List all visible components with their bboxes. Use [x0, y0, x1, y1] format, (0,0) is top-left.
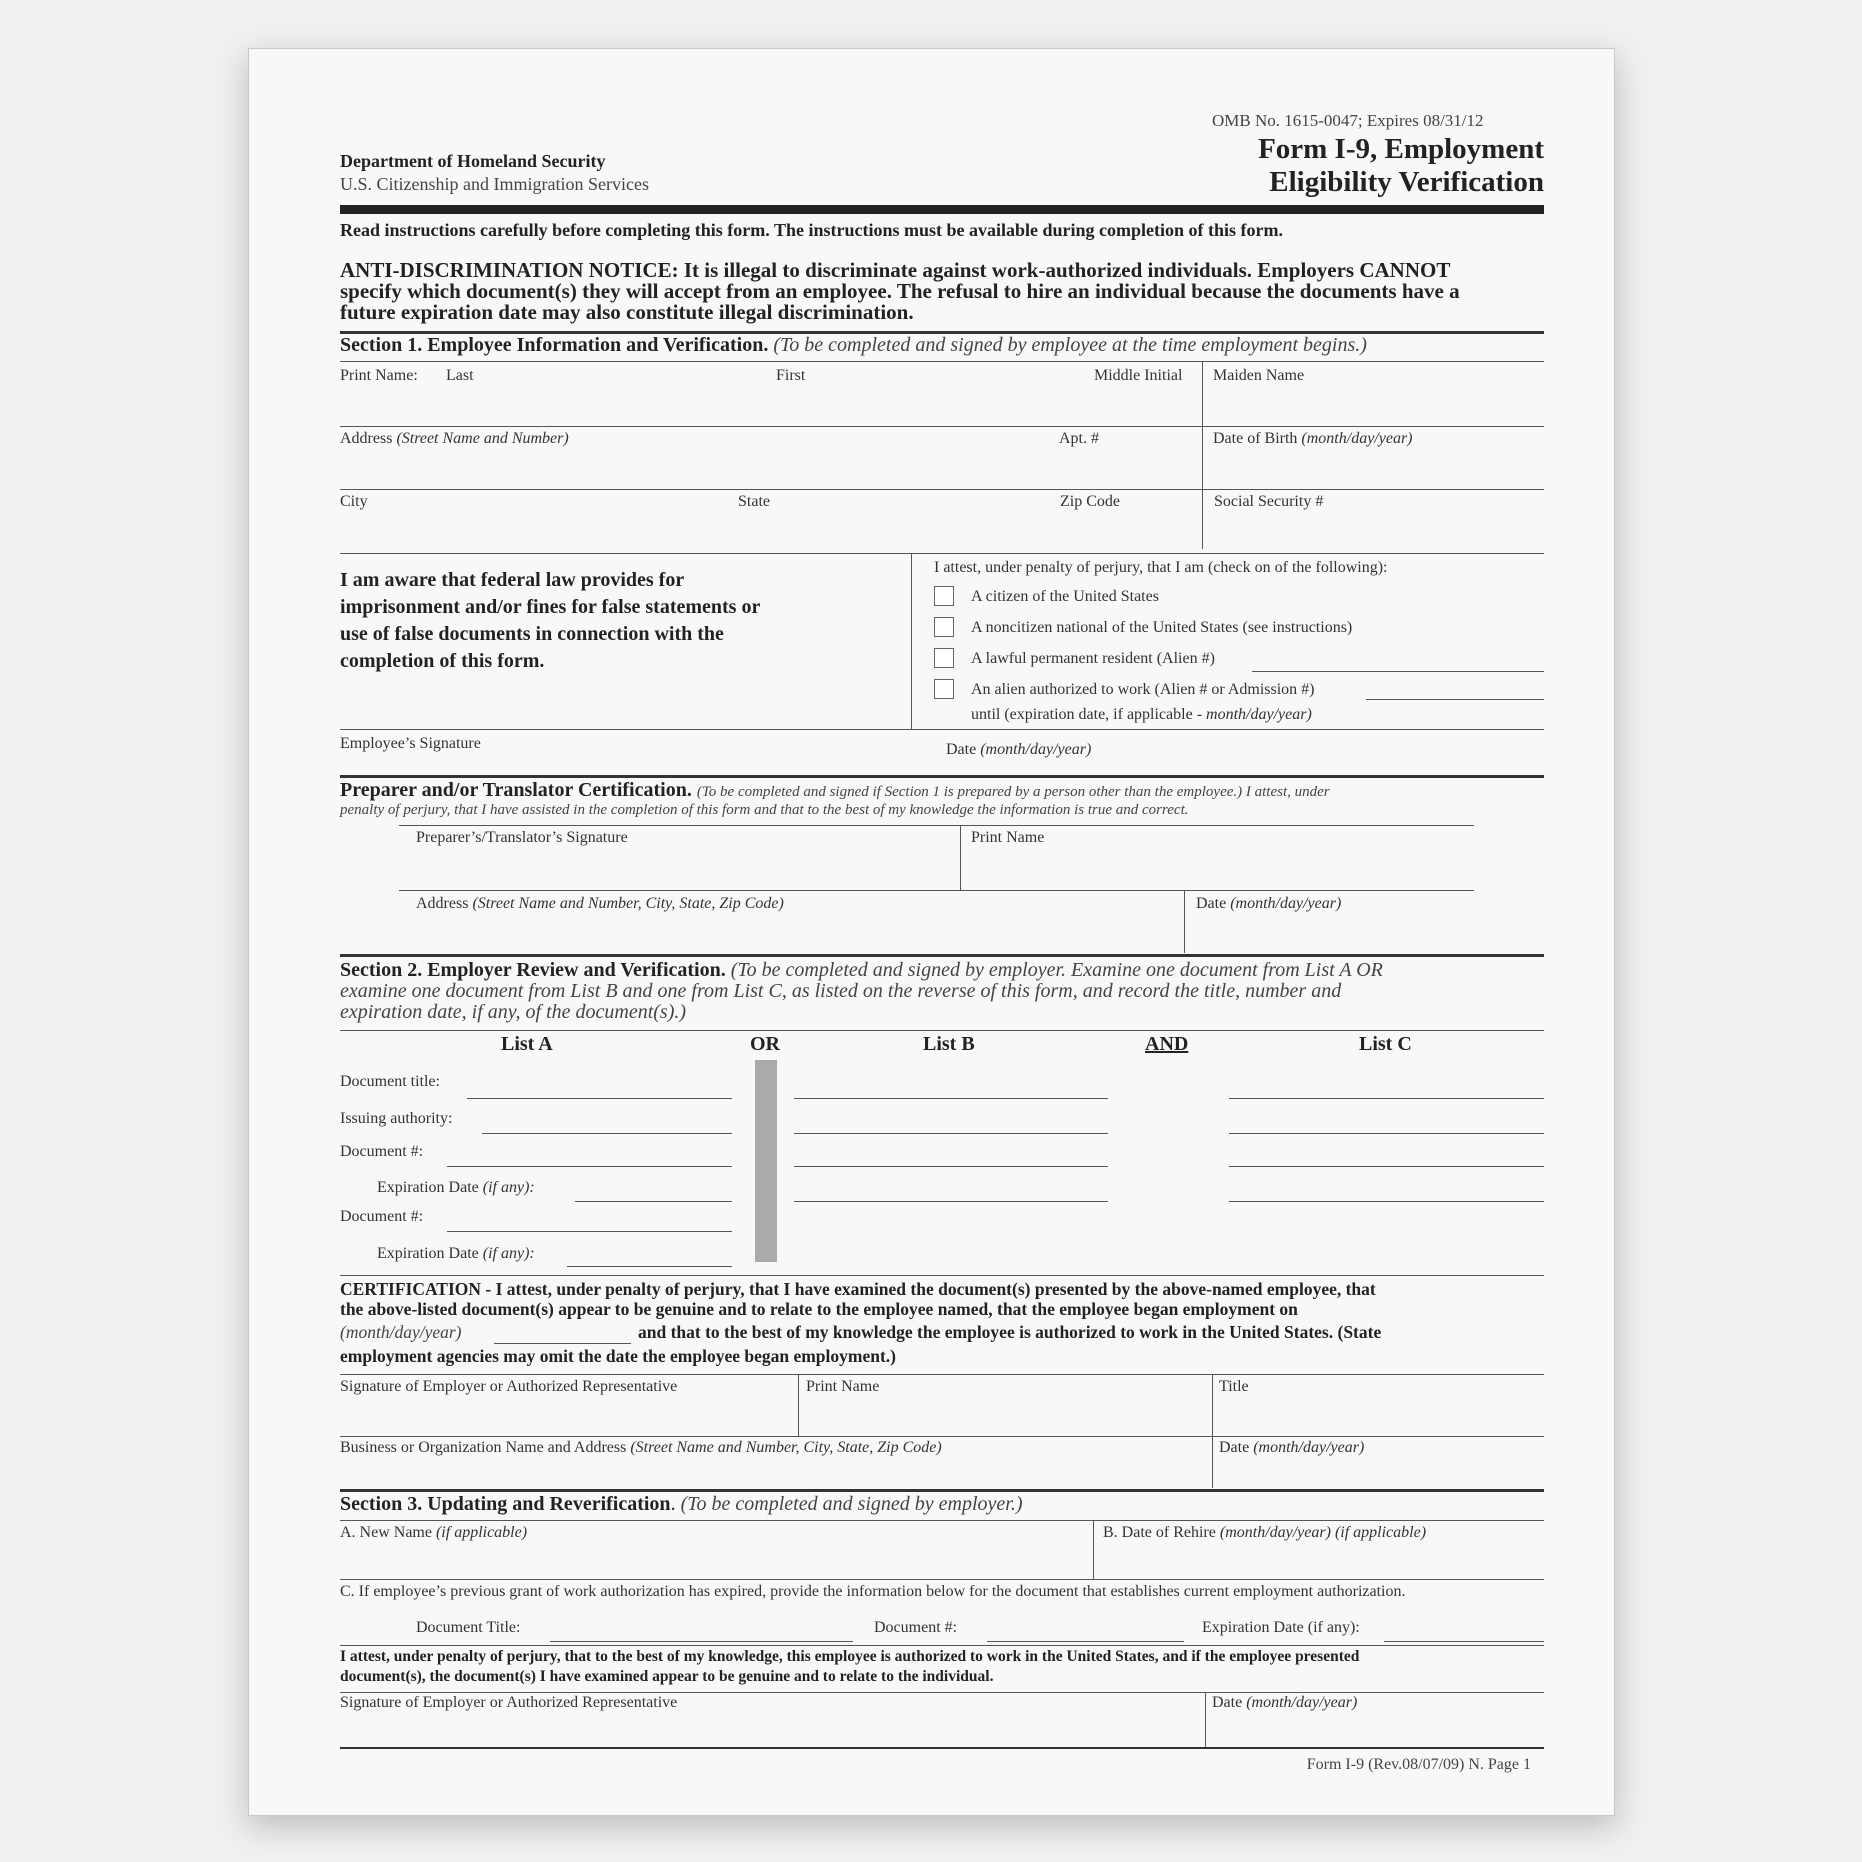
section2-text-3: expiration date, if any, of the document(s).)	[340, 1001, 687, 1023]
form-footer: Form I-9 (Rev.08/07/09) N. Page 1	[1306, 1756, 1531, 1773]
anti-discrimination-line-2: specify which document(s) they will accept from an employee. The refusal to hire an individual because the documents have a	[340, 279, 1460, 303]
alien-authorized-checkbox[interactable]	[934, 679, 954, 699]
list-c-header: List C	[1359, 1033, 1412, 1055]
list-b-doc-title-field[interactable]	[794, 1098, 1108, 1099]
preparer-rule	[340, 775, 1544, 778]
preparer-date-label: Date (month/day/year)	[1196, 895, 1342, 912]
employer-title-label: Title	[1219, 1378, 1249, 1395]
citizen-checkbox[interactable]	[934, 586, 954, 606]
alien-number-field[interactable]	[1252, 671, 1544, 672]
section2-rule	[340, 954, 1544, 957]
doc-title-label: Document title:	[340, 1073, 440, 1090]
preparer-text-2: penalty of perjury, that I have assisted in the completion of this form and that to the best of my knowledge the information is true and correct.	[340, 802, 1189, 818]
section3-attest-line-1: I attest, under penalty of perjury, that to the best of my knowledge, this employee is authorized to work in the United States, and if the employee presented	[340, 1648, 1360, 1665]
noncitizen-national-checkbox[interactable]	[934, 617, 954, 637]
section3-signature-line[interactable]	[340, 1747, 1544, 1749]
certification-line-3: and that to the best of my knowledge the employee is authorized to work in the United States. (State	[638, 1322, 1382, 1342]
city-label: City	[340, 493, 368, 510]
employee-signature-label: Employee’s Signature	[340, 735, 481, 752]
anti-discrimination-line-3: future expiration date may also constitute illegal discrimination.	[340, 300, 914, 324]
middle-initial-label: Middle Initial	[1094, 367, 1183, 384]
section1-heading	[340, 334, 1367, 357]
list-b-doc-number-field[interactable]	[794, 1166, 1108, 1167]
list-a-doc-number-2-field[interactable]	[447, 1231, 732, 1232]
dob-label: Date of Birth (month/day/year)	[1213, 430, 1413, 447]
form-title-2: Eligibility Verification	[1269, 166, 1544, 198]
doc-number-2-label: Document #:	[340, 1208, 424, 1225]
section2-heading: Section 2. Employer Review and Verification. (To be completed and signed by employer. Examine one document from List A OR	[340, 959, 1383, 981]
and-header: AND	[1145, 1033, 1189, 1055]
certification-date-hint: (month/day/year)	[340, 1322, 462, 1342]
address-label: Address (Street Name and Number)	[340, 430, 569, 447]
list-a-expiration-2-field[interactable]	[567, 1266, 732, 1267]
employment-start-date-field[interactable]	[494, 1343, 631, 1344]
section3-expiration-label: Expiration Date (if any):	[1202, 1619, 1360, 1636]
section1-title: Section 1. Employee Information and Verification.	[340, 334, 769, 356]
state-label: State	[738, 493, 770, 510]
preparer-signature-line[interactable]	[399, 890, 1474, 891]
issuing-authority-label: Issuing authority:	[340, 1110, 453, 1127]
certification-line-2: the above-listed document(s) appear to be genuine and to relate to the employee named, that the employee began employment on	[340, 1299, 1298, 1319]
until-label: until (expiration date, if applicable - month/day/year)	[971, 706, 1312, 723]
list-a-doc-number-field[interactable]	[447, 1166, 732, 1167]
department-name: Department of Homeland Security	[340, 151, 606, 171]
section3-expiration-field[interactable]	[1384, 1641, 1544, 1642]
employer-signature-label: Signature of Employer or Authorized Representative	[340, 1378, 678, 1395]
section3-doc-title-label: Document Title:	[416, 1619, 521, 1636]
list-c-doc-number-field[interactable]	[1229, 1166, 1544, 1167]
list-b-expiration-field[interactable]	[794, 1201, 1108, 1202]
aware-statement: I am aware that federal law provides for imprisonment and/or fines for false statements or use of false documents in connection with the completion of this form.	[340, 569, 761, 672]
section3-date-label: Date (month/day/year)	[1212, 1694, 1358, 1711]
omb-number: OMB No. 1615-0047; Expires 08/31/12	[1212, 111, 1484, 130]
print-name-label: Print Name:	[340, 367, 418, 384]
expiration-date-label: Expiration Date (if any):	[377, 1179, 535, 1196]
list-a-doc-title-field[interactable]	[467, 1098, 732, 1099]
list-a-expiration-field[interactable]	[575, 1201, 732, 1202]
rehire-date-label: B. Date of Rehire (month/day/year) (if applicable)	[1103, 1524, 1427, 1541]
maiden-name-label: Maiden Name	[1213, 367, 1305, 384]
agency-name: U.S. Citizenship and Immigration Services	[340, 174, 649, 194]
alien-authorized-option: An alien authorized to work (Alien # or Admission #)	[971, 681, 1315, 698]
business-address-label: Business or Organization Name and Address (Street Name and Number, City, State, Zip Code)	[340, 1439, 942, 1456]
admission-number-field[interactable]	[1366, 699, 1544, 700]
section1-subtitle: (To be completed and signed by employee at the time employment begins.)	[773, 334, 1367, 356]
section3-doc-title-field[interactable]	[550, 1641, 853, 1642]
list-c-doc-title-field[interactable]	[1229, 1098, 1544, 1099]
list-a-issuing-field[interactable]	[482, 1133, 732, 1134]
preparer-heading: Preparer and/or Translator Certification. (To be completed and signed if Section 1 is prepared by a person other than the employee.) I attest, under	[340, 779, 1330, 801]
employer-print-name-label: Print Name	[806, 1378, 880, 1395]
section3-doc-number-label: Document #:	[874, 1619, 958, 1636]
employee-date-label: Date (month/day/year)	[946, 741, 1092, 758]
employer-signature-line[interactable]	[340, 1436, 1544, 1437]
section3-attest-line-2: document(s), the document(s) I have examined appear to be genuine and to relate to the individual.	[340, 1668, 994, 1685]
name-field-line[interactable]	[340, 426, 1544, 427]
zip-label: Zip Code	[1060, 493, 1120, 510]
first-name-label: First	[776, 367, 806, 384]
address-field-line[interactable]	[340, 489, 1544, 490]
last-name-label: Last	[446, 367, 474, 384]
section3-heading: Section 3. Updating and Reverification. (To be completed and signed by employer.)	[340, 1493, 1023, 1515]
anti-discrimination-line-1: ANTI-DISCRIMINATION NOTICE: It is illegal to discriminate against work-authorized individuals. Employers CANNOT	[340, 258, 1451, 282]
section3-doc-number-field[interactable]	[987, 1641, 1184, 1642]
or-header: OR	[750, 1033, 780, 1055]
new-name-field-line[interactable]	[340, 1579, 1544, 1580]
permanent-resident-checkbox[interactable]	[934, 648, 954, 668]
permanent-resident-option: A lawful permanent resident (Alien #)	[971, 650, 1215, 667]
preparer-address-label: Address (Street Name and Number, City, State, Zip Code)	[416, 895, 784, 912]
citizen-option: A citizen of the United States	[971, 588, 1159, 605]
list-b-header: List B	[923, 1033, 975, 1055]
city-field-line[interactable]	[340, 553, 1544, 554]
noncitizen-option: A noncitizen national of the United States (see instructions)	[971, 619, 1353, 636]
certification-line-4: employment agencies may omit the date the employee began employment.)	[340, 1346, 897, 1366]
header-rule	[340, 205, 1544, 214]
doc-number-label: Document #:	[340, 1143, 424, 1160]
list-b-issuing-field[interactable]	[794, 1133, 1108, 1134]
attest-statement: I attest, under penalty of perjury, that I am (check on of the following):	[934, 559, 1388, 576]
section2-text-2: examine one document from List B and one from List C, as listed on the reverse of this form, and record the title, number and	[340, 980, 1342, 1002]
form-title: Form I-9, Employment	[1258, 133, 1544, 165]
certification-line-1: CERTIFICATION - I attest, under penalty of perjury, that I have examined the document(s) presented by the above-named employee, that	[340, 1279, 1376, 1299]
list-c-expiration-field[interactable]	[1229, 1201, 1544, 1202]
preparer-print-name-label: Print Name	[971, 829, 1045, 846]
list-a-header: List A	[501, 1033, 553, 1055]
preparer-signature-label: Preparer’s/Translator’s Signature	[416, 829, 628, 846]
reverification-instruction: C. If employee’s previous grant of work authorization has expired, provide the information below for the document that establishes current employment authorization.	[340, 1583, 1406, 1600]
section3-signature-label: Signature of Employer or Authorized Representative	[340, 1694, 678, 1711]
read-instructions: Read instructions carefully before completing this form. The instructions must be available during completion of this form.	[340, 220, 1283, 240]
section3-rule	[340, 1489, 1544, 1492]
list-separator-bar	[755, 1060, 777, 1262]
expiration-date-2-label: Expiration Date (if any):	[377, 1245, 535, 1262]
employer-date-label: Date (month/day/year)	[1219, 1439, 1365, 1456]
new-name-label: A. New Name (if applicable)	[340, 1524, 528, 1541]
apt-label: Apt. #	[1059, 430, 1099, 447]
list-c-issuing-field[interactable]	[1229, 1133, 1544, 1134]
ssn-label: Social Security #	[1214, 493, 1324, 510]
form-page	[248, 48, 1615, 1816]
